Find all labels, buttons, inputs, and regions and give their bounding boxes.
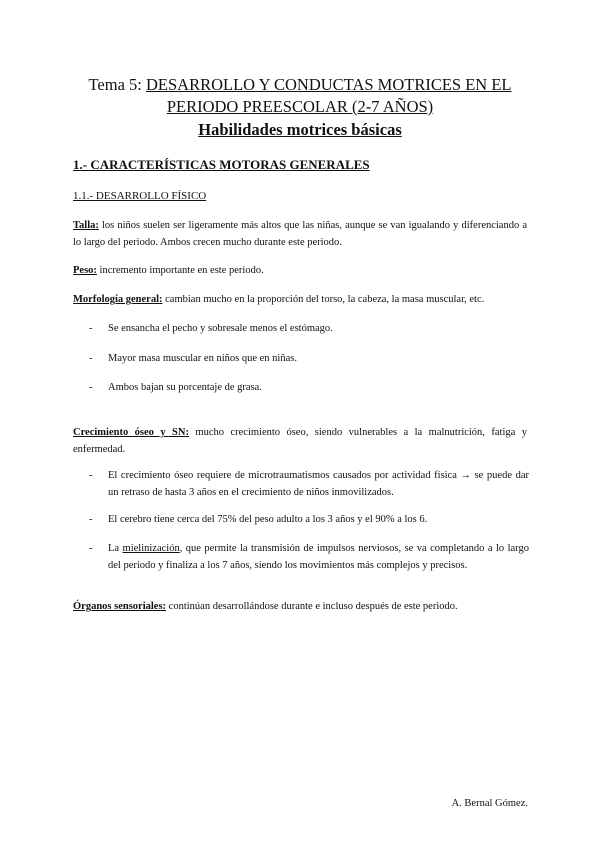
list-item-text [108, 541, 529, 574]
bullet-dash: - [89, 470, 93, 481]
mielinizacion-post: , que permite la transmisión de impulsos nerviosos, se va completando a lo largo del periodo y finaliza a los 7 años, siendo los movimientos más complejos y precisos. [108, 543, 529, 571]
bullet-dash: - [89, 543, 93, 554]
morfologia-paragraph [73, 292, 527, 309]
list-item-text: El cerebro tiene cerca del 75% del peso adulto a los 3 años y el 90% a los 6. [108, 514, 428, 525]
bullet-dash: - [89, 514, 93, 525]
list-item-text: El crecimiento óseo requiere de microtraumatismos causados por actividad física → se puede dar un retraso de hasta 3 años en el crecimiento de niños inmovilizados. [108, 470, 529, 498]
document-subtitle: Habilidades motrices básicas [198, 120, 402, 139]
subsection-heading: 1.1.- DESARROLLO FÍSICO [73, 190, 207, 202]
title-line-2: PERIODO PREESCOLAR (2-7 AÑOS) [166, 97, 434, 116]
list-item-text: Ambos bajan su porcentaje de grasa. [108, 382, 262, 393]
bullet-dash: - [89, 323, 93, 334]
document-title [60, 74, 540, 142]
bullet-dash: - [89, 353, 93, 364]
peso-label: Peso: [73, 265, 97, 276]
mielinizacion-pre: La [108, 543, 123, 554]
talla-text: los niños suelen ser ligeramente más altos que las niñas, aunque se van igualando y diferenciando a lo largo del periodo. Ambos crecen mucho durante este periodo. [73, 220, 527, 248]
organos-text: continúan desarrollándose durante e incluso después de este periodo. [166, 601, 458, 612]
footer-author: A. Bernal Gómez. [451, 798, 528, 809]
title-main: DESARROLLO Y CONDUCTAS MOTRICES EN EL [145, 75, 512, 94]
crecimiento-text: mucho crecimiento óseo, siendo vulnerables a la malnutrición, fatiga y enfermedad. [73, 427, 527, 455]
list-item [89, 512, 529, 529]
section-heading: 1.- CARACTERÍSTICAS MOTORAS GENERALES [73, 157, 370, 172]
crecimiento-label: Crecimiento óseo y SN: [73, 427, 189, 438]
list-item [89, 468, 529, 501]
title-line-1 [60, 74, 540, 96]
list-item-text: Mayor masa muscular en niños que en niñas. [108, 353, 297, 364]
peso-text: incremento importante en este periodo. [96, 265, 264, 276]
title-prefix: Tema 5: [88, 75, 146, 94]
peso-paragraph [73, 263, 527, 280]
morfologia-label: Morfología general: [73, 294, 163, 305]
list-item [89, 351, 529, 368]
morfologia-text: cambian mucho en la proporción del torso, la cabeza, la masa muscular, etc. [162, 294, 485, 305]
list-item [89, 321, 529, 338]
mielinizacion-term: mielinización [122, 543, 180, 554]
organos-label: Órganos sensoriales: [73, 601, 167, 612]
bullet-dash: - [89, 382, 93, 393]
list-item [89, 380, 529, 397]
crecimiento-paragraph [73, 425, 527, 458]
organos-paragraph [73, 599, 527, 616]
talla-label: Talla: [73, 220, 99, 231]
list-item [89, 541, 529, 574]
list-item-text: Se ensancha el pecho y sobresale menos el estómago. [108, 323, 333, 334]
talla-paragraph [73, 218, 527, 251]
